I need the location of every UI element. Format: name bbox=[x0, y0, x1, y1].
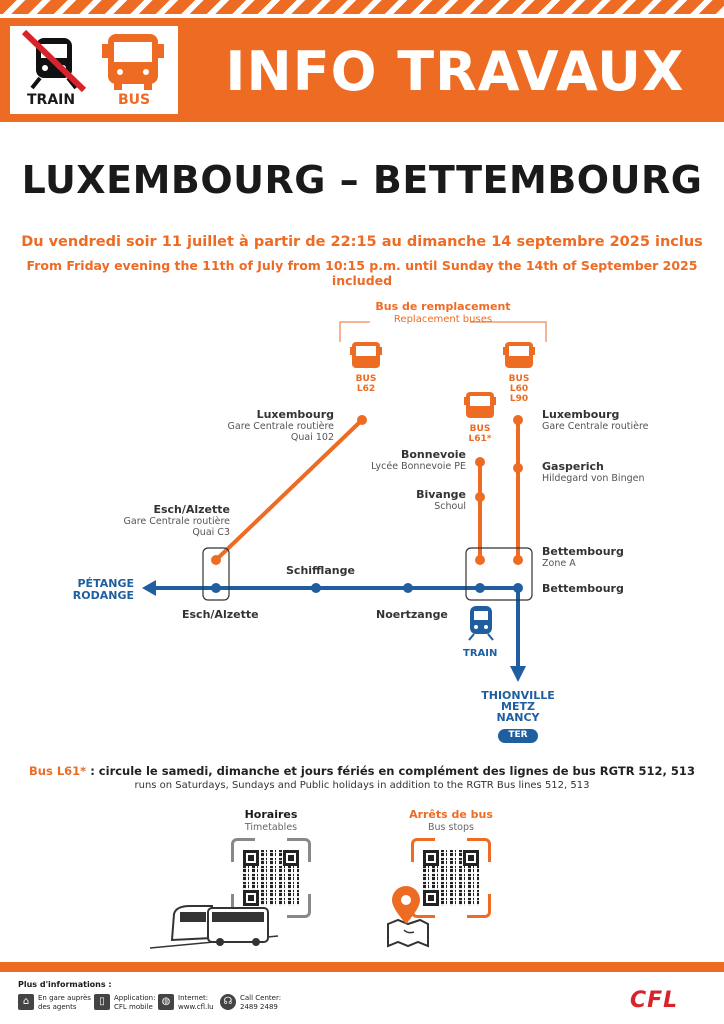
footer-heading: Plus d'informations : bbox=[18, 980, 112, 989]
station-lux-right: Luxembourg Gare Centrale routière bbox=[542, 408, 649, 432]
footer-bar bbox=[0, 962, 724, 972]
replacement-fr: Bus de remplacement bbox=[375, 300, 511, 313]
stop-lux-l62 bbox=[357, 415, 367, 425]
stop-bett-bus-l60 bbox=[513, 555, 523, 565]
station-gasperich: Gasperich Hildegard von Bingen bbox=[542, 460, 645, 484]
stop-esch-bus bbox=[211, 555, 221, 565]
bus-icon bbox=[102, 34, 164, 90]
stop-noertzange bbox=[403, 583, 413, 593]
stop-esch-train bbox=[211, 583, 221, 593]
stop-lux-l60 bbox=[513, 415, 523, 425]
station-bivange: Bivange Schoul bbox=[416, 488, 466, 512]
stop-bivange bbox=[475, 492, 485, 502]
train-label-map: TRAIN bbox=[463, 648, 498, 659]
qr-code-timetables[interactable] bbox=[243, 850, 299, 906]
cfl-logo[interactable]: CFL bbox=[630, 988, 679, 1013]
stop-bett-train-2 bbox=[513, 583, 523, 593]
date-fr: Du vendredi soir 11 juillet à partir de 22:15 au dimanche 14 septembre 2025 inclus bbox=[21, 234, 703, 250]
busstops-subtitle: Bus stops bbox=[428, 822, 474, 833]
bracket bbox=[340, 322, 546, 342]
footer-item-internet[interactable]: ◍ Internet: www.cfl.lu bbox=[158, 994, 214, 1012]
bus-l61-label: BUS L61* bbox=[468, 424, 492, 444]
arrow-west bbox=[142, 580, 156, 596]
bus-icon bbox=[464, 392, 496, 418]
busstops-title: Arrêts de bus bbox=[409, 808, 493, 821]
station-noertzange: Noertzange bbox=[376, 608, 448, 621]
station-schifflange: Schifflange bbox=[286, 564, 355, 577]
dest-petange: PÉTANGE RODANGE bbox=[72, 577, 134, 602]
station-icon: ⌂ bbox=[18, 994, 34, 1010]
headset-icon: ☊ bbox=[220, 994, 236, 1010]
station-esch-bus: Esch/Alzette Gare Centrale routière Quai C3 bbox=[123, 503, 230, 538]
arrow-south bbox=[510, 666, 526, 682]
footer-item-callcenter[interactable]: ☊ Call Center: 2489 2489 bbox=[220, 994, 281, 1012]
stop-bett-train-1 bbox=[475, 583, 485, 593]
train-bus-illustration bbox=[150, 900, 280, 950]
interchange-box-bettembourg bbox=[466, 548, 532, 600]
bus-l62-label: BUS L62 bbox=[355, 374, 377, 394]
note-fr: Bus L61* : circule le samedi, dimanche et jours fériés en complément des lignes de bus RGTR 512, 513 bbox=[29, 764, 695, 778]
stop-gasperich bbox=[513, 463, 523, 473]
stop-bett-bus-l61 bbox=[475, 555, 485, 565]
station-esch-train: Esch/Alzette bbox=[182, 608, 259, 621]
bus-label: BUS bbox=[118, 92, 151, 108]
globe-icon: ◍ bbox=[158, 994, 174, 1010]
mode-icons-box bbox=[10, 26, 178, 114]
dest-thionville: THIONVILLE METZ NANCY bbox=[481, 689, 555, 724]
train-icon bbox=[469, 606, 493, 640]
header-banner bbox=[0, 18, 724, 122]
note-en: runs on Saturdays, Sundays and Public holidays in addition to the RGTR Bus lines 512, 513 bbox=[134, 780, 590, 791]
station-bett-bus: Bettembourg Zone A bbox=[542, 545, 624, 569]
station-lux-left: Luxembourg Gare Centrale routière Quai 102 bbox=[227, 408, 334, 443]
bus-icon bbox=[503, 342, 535, 368]
hatch-stripe-top bbox=[0, 0, 724, 14]
stop-schifflange bbox=[311, 583, 321, 593]
footer-item-app: ▯ Application: CFL mobile bbox=[94, 994, 155, 1012]
stop-bonnevoie bbox=[475, 457, 485, 467]
footer-item-station: ⌂ En gare auprès des agents bbox=[18, 994, 91, 1012]
station-bonnevoie: Bonnevoie Lycée Bonnevoie PE bbox=[371, 448, 466, 472]
page-title: INFO TRAVAUX bbox=[225, 40, 685, 103]
station-bett-train: Bettembourg bbox=[542, 582, 624, 595]
train-crossed-icon bbox=[22, 30, 86, 92]
bus-l60-label: BUS L60 L90 bbox=[508, 374, 530, 404]
replacement-en: Replacement buses bbox=[393, 314, 493, 325]
timetables-subtitle: Timetables bbox=[244, 822, 298, 833]
phone-icon: ▯ bbox=[94, 994, 110, 1010]
timetables-title: Horaires bbox=[244, 808, 298, 821]
ter-label: TER bbox=[508, 730, 528, 740]
date-en: From Friday evening the 11th of July from 10:15 p.m. until Sunday the 14th of September 2025 included bbox=[26, 258, 698, 288]
bus-icon bbox=[350, 342, 382, 368]
train-label: TRAIN bbox=[27, 92, 76, 108]
qr-code-busstops[interactable] bbox=[423, 850, 479, 906]
route-title: LUXEMBOURG – BETTEMBOURG bbox=[21, 158, 703, 202]
